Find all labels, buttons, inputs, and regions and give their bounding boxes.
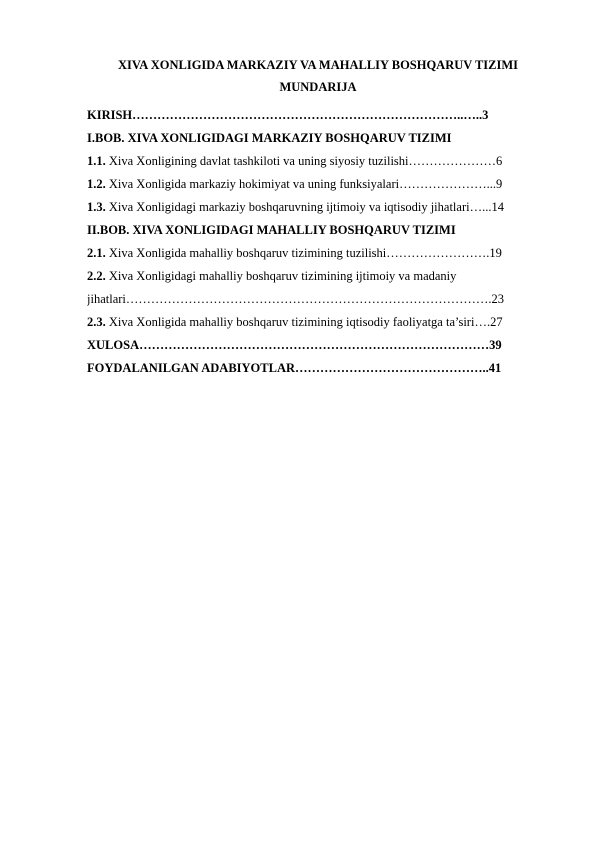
contents-heading: MUNDARIJA [279,80,357,94]
toc-entry-references [87,357,557,380]
toc-entry-1-1 [87,150,557,173]
toc-chapter-1-heading [87,127,557,150]
toc-section-number: 2.2. [87,269,106,283]
toc-entry-text: Xiva Xonligidagi mahalliy boshqaruv tizimining ijtimoiy va madaniy [105,269,457,283]
toc-section-number: 1.2. [87,177,106,191]
toc-chapter-text: I.BOB. XIVA XONLIGIDAGI MARKAZIY BOSHQARUV TIZIMI [87,131,452,145]
toc-entry-2-2-continued [87,288,557,311]
toc-section-number: 2.1. [87,246,106,260]
toc-entry-2-2 [87,265,557,288]
toc-entry-2-3 [87,311,557,334]
document-title: XIVA XONLIGIDA MARKAZIY VA MAHALLIY BOSHQARUV TIZIMI [117,58,519,72]
toc-entry-introduction [87,104,557,127]
toc-section-number: 1.3. [87,200,106,214]
toc-entry-2-1 [87,242,557,265]
toc-entry-conclusion [87,334,557,357]
toc-entry-text: FOYDALANILGAN ADABIYOTLAR………………………………………..41 [87,361,502,375]
toc-section-number: 1.1. [87,154,106,168]
toc-entry-text: Xiva Xonligida markaziy hokimiyat va uning funksiyalari…………………...9 [105,177,503,191]
toc-entry-text: Xiva Xonligidagi markaziy boshqaruvning ijtimoiy va iqtisodiy jihatlari…...14 [105,200,504,214]
toc-entry-text: jihatlari…………………………………………………………………………….23 [87,292,504,306]
toc-entry-text: KIRISH……………………………………………………………………..…..3 [87,108,489,122]
toc-entry-1-3 [87,196,557,219]
toc-chapter-text: II.BOB. XIVA XONLIGIDAGI MAHALLIY BOSHQARUV TIZIMI [87,223,456,237]
toc-entry-1-2 [87,173,557,196]
table-of-contents [87,104,557,380]
toc-section-number: 2.3. [87,315,106,329]
toc-entry-text: Xiva Xonligining davlat tashkiloti va uning siyosiy tuzilishi…………………6 [105,154,503,168]
toc-entry-text: XULOSA…………………………………………………………………………39 [87,338,502,352]
toc-entry-text: Xiva Xonligida mahalliy boshqaruv tizimining iqtisodiy faoliyatga ta’siri….27 [105,315,503,329]
toc-entry-text: Xiva Xonligida mahalliy boshqaruv tizimining tuzilishi…………………….19 [105,246,502,260]
toc-chapter-2-heading [87,219,557,242]
